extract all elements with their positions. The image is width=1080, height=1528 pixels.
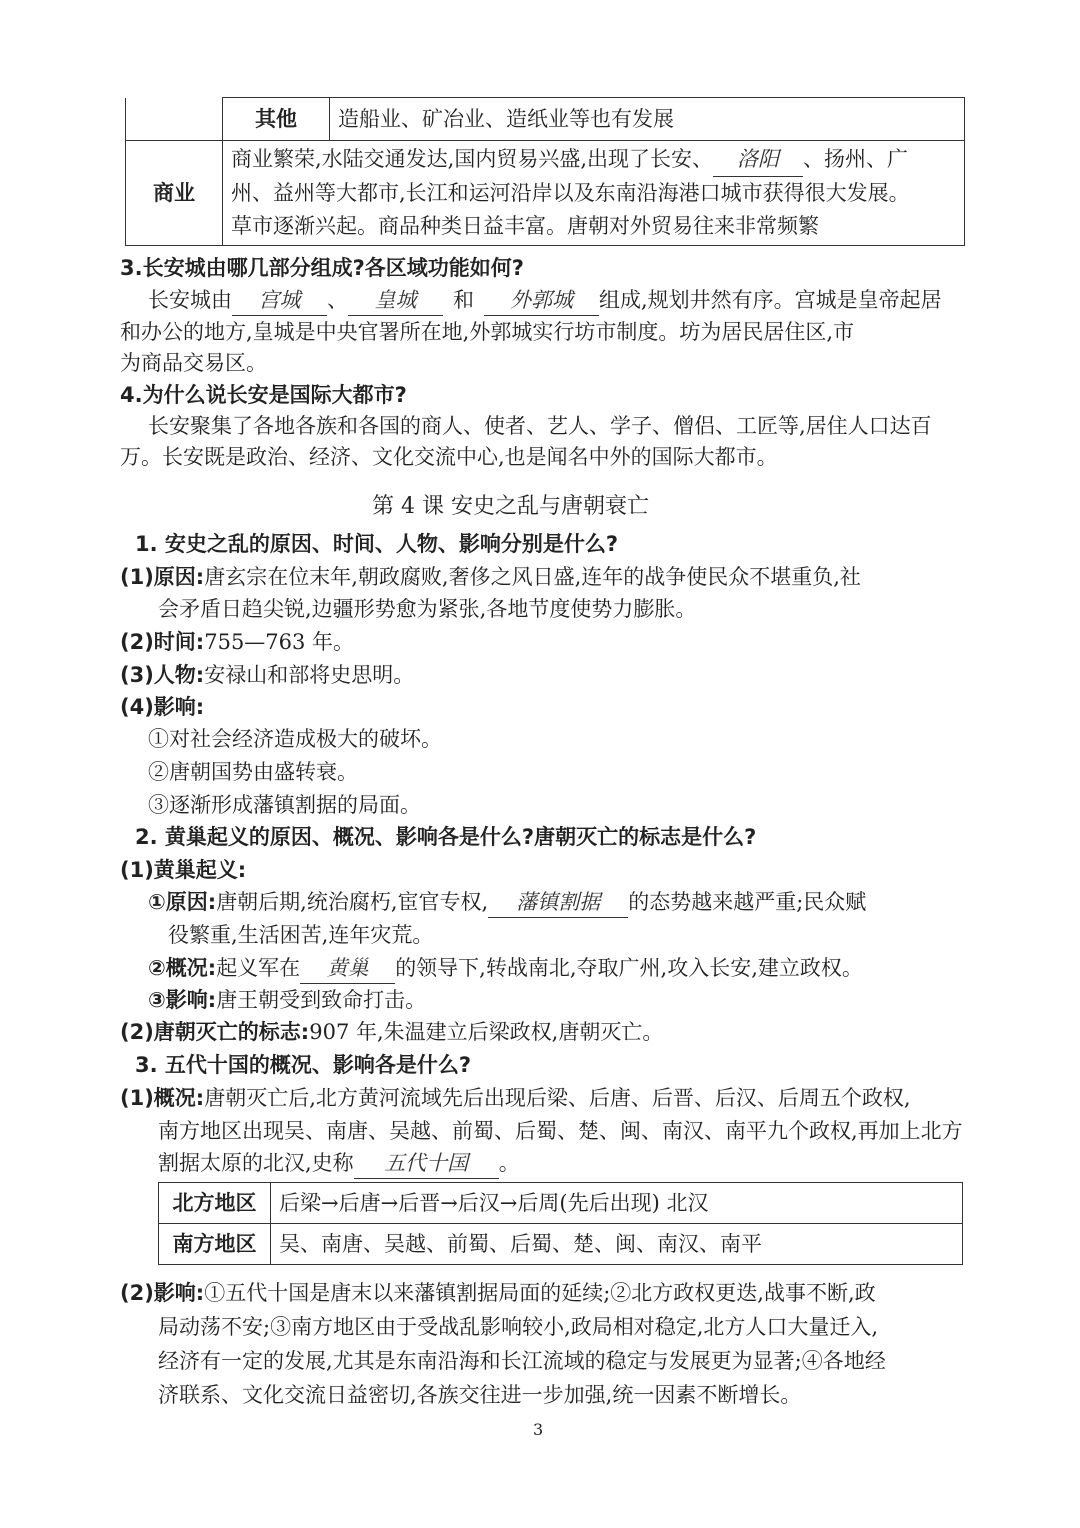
- answer-line: (1)原因:唐玄宗在位末年,朝政腐败,奢侈之风日盛,连年的战争使民众不堪重负,社: [120, 565, 861, 589]
- answer-line: 和办公的地方,皇城是中央官署所在地,外郭城实行坊市制度。坊为居民居住区,市: [120, 320, 855, 344]
- question-title: 1. 安史之乱的原因、时间、人物、影响分别是什么?: [135, 532, 619, 556]
- table-row: [126, 98, 965, 141]
- answer-line: ②概况:起义军在 黄巢 的领导下,转战南北,夺取广州,攻入长安,建立政权。: [148, 953, 863, 984]
- table-cell-content: 商业繁荣,水陆交通发达,国内贸易兴盛,出现了长安、 洛阳 、扬州、广 州、益州等大都市,长江和运河沿岸以及东南沿海港口城市获得很大发展。 草市逐渐兴起。商品种类日益丰富。唐朝对外贸易往来非常频繁: [223, 141, 965, 246]
- handwritten-answer: 五代十国: [354, 1148, 499, 1179]
- table-row: [159, 1183, 963, 1224]
- table-cell-content: 造船业、矿冶业、造纸业等也有发展: [330, 98, 965, 141]
- question-title: 3.长安城由哪几部分组成?各区域功能如何?: [120, 256, 524, 280]
- table-cell-label: 商业: [126, 141, 223, 246]
- handwritten-answer: 黄巢: [300, 953, 395, 984]
- answer-line: (3)人物:安禄山和部将史思明。: [120, 663, 415, 687]
- answer-line: 役繁重,生活困苦,连年灾荒。: [168, 923, 434, 947]
- answer-line: 局动荡不安;③南方地区由于受战乱影响较小,政局相对稳定,北方人口大量迁入,: [158, 1315, 879, 1339]
- table-cell-label: 南方地区: [159, 1224, 271, 1265]
- table-cell-label: 其他: [223, 98, 330, 141]
- table-cell-content: 吴、南唐、吴越、前蜀、后蜀、楚、闽、南汉、南平: [271, 1224, 963, 1265]
- answer-line: 长安聚集了各地各族和各国的商人、使者、艺人、学子、僧侣、工匠等,居住人口达百: [148, 414, 932, 438]
- page-number: 3: [533, 1420, 544, 1439]
- question-title: 4.为什么说长安是国际大都市?: [120, 383, 407, 407]
- handwritten-answer: 宫城: [232, 285, 327, 316]
- economy-table: [125, 97, 965, 246]
- answer-line: ③影响:唐王朝受到致命打击。: [148, 988, 427, 1012]
- answer-label: (4)影响:: [120, 695, 205, 719]
- question-title: 3. 五代十国的概况、影响各是什么?: [135, 1053, 472, 1077]
- answer-line: ①原因:唐朝后期,统治腐朽,宦官专权, 藩镇割据 的态势越来越严重;民众赋: [148, 887, 866, 918]
- answer-line: 会矛盾日趋尖锐,边疆形势愈为紧张,各地节度使势力膨胀。: [158, 597, 697, 621]
- handwritten-answer: 皇城: [348, 285, 443, 316]
- list-item: ①对社会经济造成极大的破坏。: [148, 727, 442, 751]
- answer-line: 经济有一定的发展,尤其是东南沿海和长江流域的稳定与发展更为显著;④各地经: [158, 1349, 886, 1373]
- answer-line: 南方地区出现吴、南唐、吴越、前蜀、后蜀、楚、闽、南汉、南平九个政权,再加上北方: [158, 1119, 963, 1143]
- handwritten-answer: 外郭城: [484, 285, 599, 316]
- handwritten-answer: 洛阳: [713, 143, 803, 177]
- answer-line: 长安城由 宫城 、 皇城 和 外郭城 组成,规划井然有序。宫城是皇帝起居: [148, 285, 942, 316]
- handwritten-answer: 藩镇割据: [488, 887, 628, 918]
- answer-label: (1)黄巢起义:: [120, 858, 247, 882]
- answer-line: 割据太原的北汉,史称 五代十国 。: [158, 1148, 520, 1179]
- question-title: 2. 黄巢起义的原因、概况、影响各是什么?唐朝灭亡的标志是什么?: [135, 825, 757, 849]
- lesson-heading: 第 4 课 安史之乱与唐朝衰亡: [372, 494, 649, 519]
- list-item: ②唐朝国势由盛转衰。: [148, 760, 358, 784]
- dynasty-table: [158, 1182, 963, 1265]
- table-cell-label: 北方地区: [159, 1183, 271, 1224]
- table-cell-empty: [126, 98, 223, 141]
- table-cell-content: 后梁→后唐→后晋→后汉→后周(先后出现) 北汉: [271, 1183, 963, 1224]
- answer-line: 为商品交易区。: [120, 351, 267, 375]
- table-row: [126, 141, 965, 246]
- answer-line: (2)时间:755—763 年。: [120, 630, 355, 654]
- list-item: ③逐渐形成藩镇割据的局面。: [148, 793, 421, 817]
- answer-line: 万。长安既是政治、经济、文化交流中心,也是闻名中外的国际大都市。: [120, 445, 778, 469]
- answer-line: (2)唐朝灭亡的标志:907 年,朱温建立后梁政权,唐朝灭亡。: [120, 1020, 664, 1044]
- answer-line: (2)影响:①五代十国是唐末以来藩镇割据局面的延续;②北方政权更迭,战事不断,政: [120, 1281, 876, 1305]
- table-row: [159, 1224, 963, 1265]
- answer-line: 济联系、文化交流日益密切,各族交往进一步加强,统一因素不断增长。: [158, 1383, 802, 1407]
- answer-line: (1)概况:唐朝灭亡后,北方黄河流域先后出现后梁、后唐、后晋、后汉、后周五个政权,: [120, 1086, 911, 1110]
